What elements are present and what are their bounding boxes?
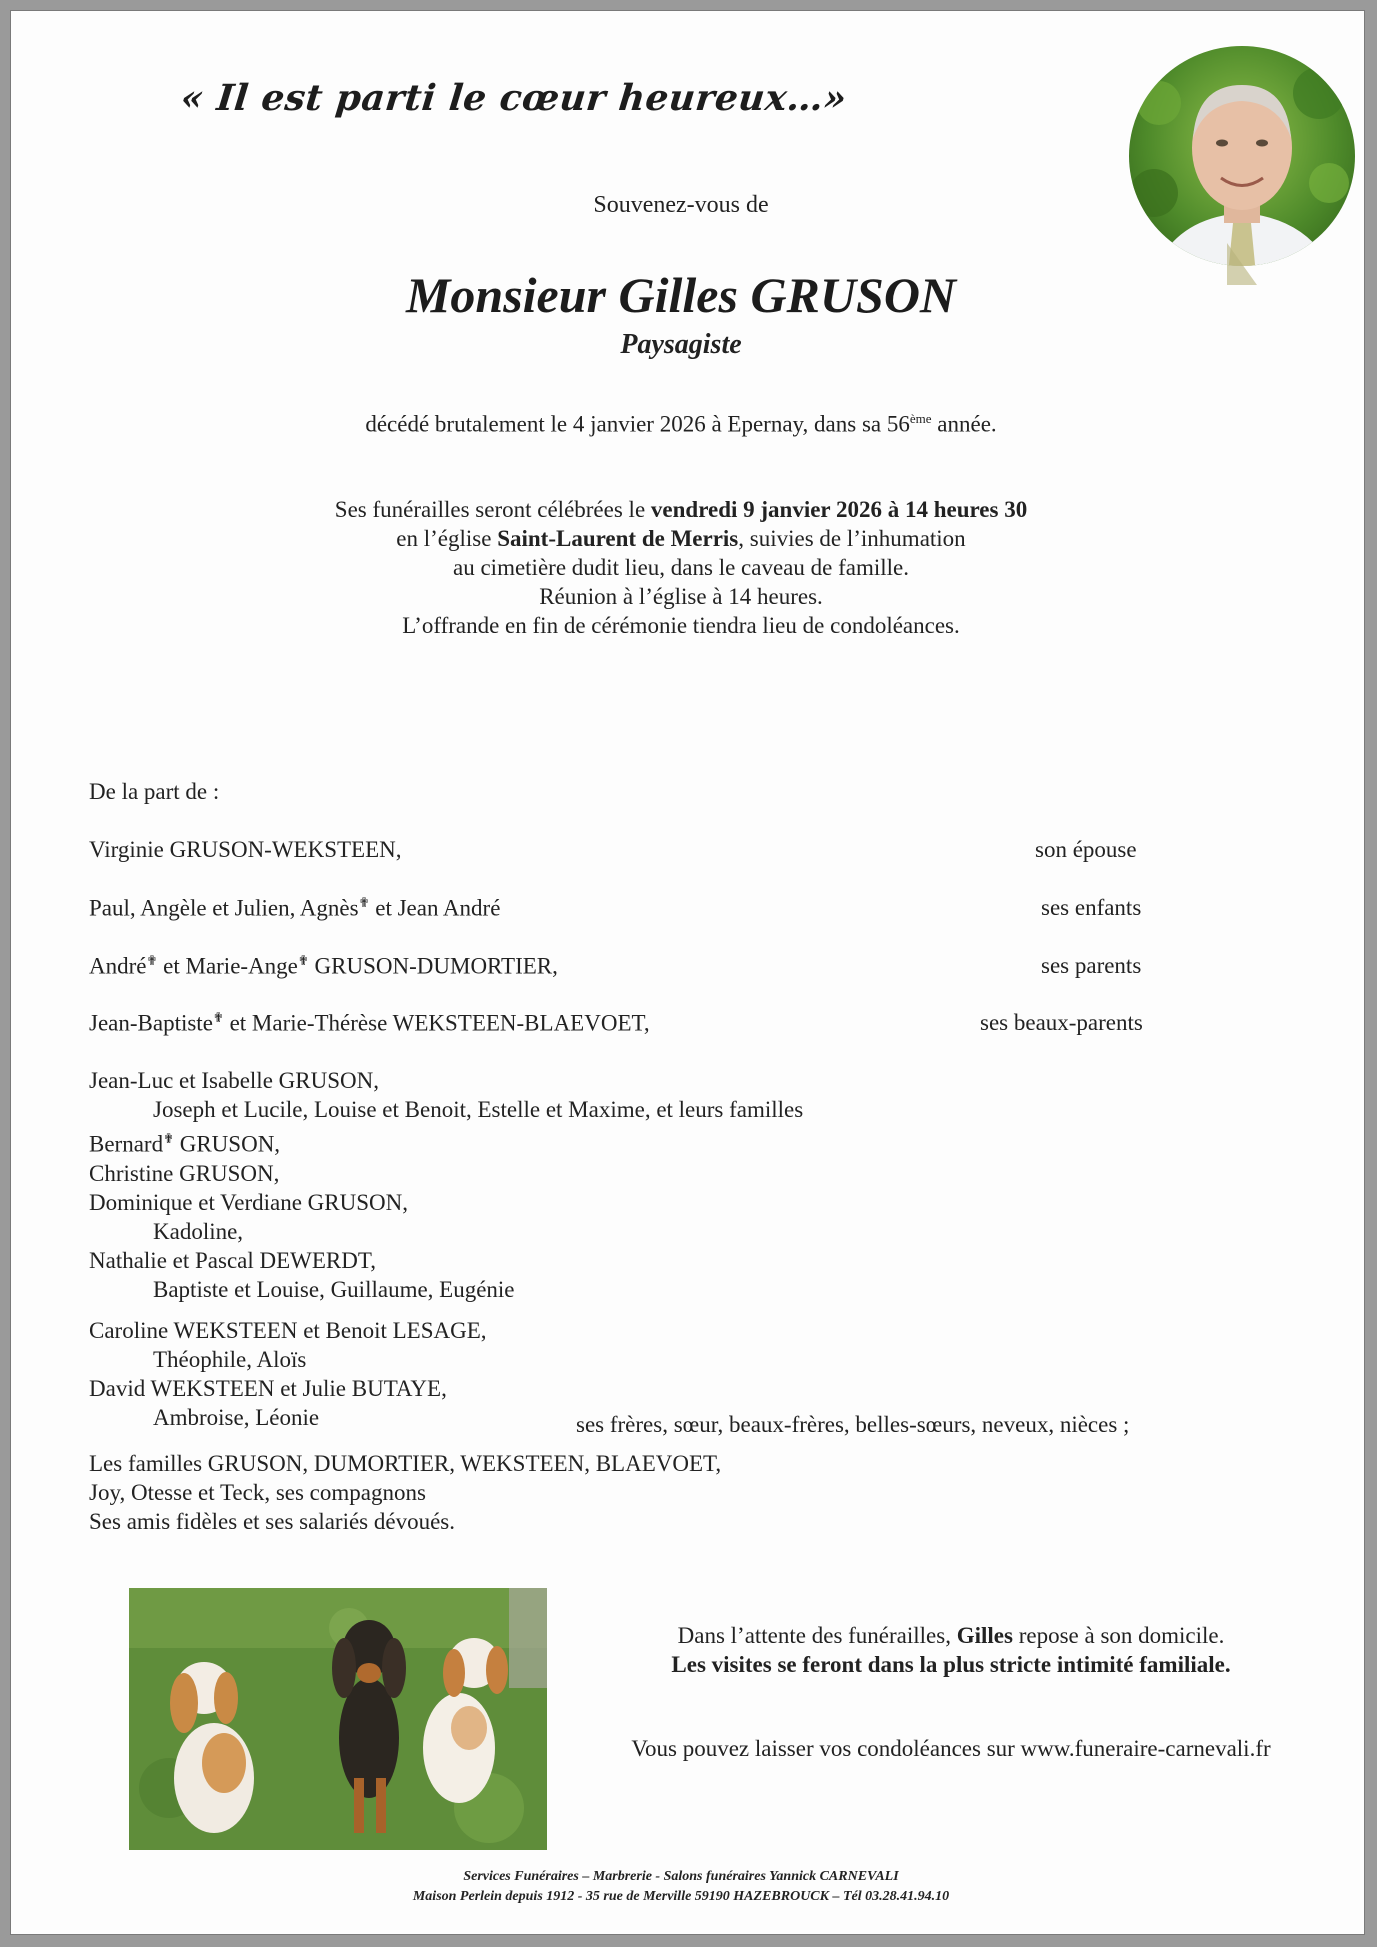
- funeral-line-1: Ses funérailles seront célébrées le vendredi 9 janvier 2026 à 14 heures 30: [334, 497, 1028, 522]
- profession: Paysagiste: [620, 329, 742, 360]
- funeral-line-3: au cimetière dudit lieu, dans le caveau de famille.: [453, 555, 909, 580]
- opening-quote: « Il est parti le cœur heureux…»: [178, 77, 849, 119]
- cross-icon: ✟: [297, 953, 309, 968]
- death-text: décédé brutalement le 4 janvier 2026 à Epernay, dans sa 56: [365, 411, 910, 437]
- funeral-line-4: Réunion à l’église à 14 heures.: [539, 584, 823, 609]
- cross-icon: ✟: [358, 895, 370, 910]
- sibling-children-line: Kadoline,: [153, 1218, 244, 1244]
- obituary-sheet: [10, 10, 1365, 1935]
- sibling-children-line: Baptiste et Louise, Guillaume, Eugénie: [153, 1276, 515, 1302]
- cross-icon: ✟: [212, 1010, 224, 1025]
- footer-line-1: Services Funéraires – Marbrerie - Salons funéraires Yannick CARNEVALI: [463, 1869, 899, 1884]
- portrait-photo: [1129, 43, 1355, 285]
- death-notice: [11, 411, 1351, 438]
- funeral-line-2: en l’église Saint-Laurent de Merris, suivies de l’inhumation: [396, 526, 966, 551]
- death-text-end: année.: [931, 411, 997, 437]
- spouse-relation: son épouse: [1035, 837, 1137, 862]
- remember-heading: Souvenez-vous de: [593, 192, 769, 218]
- others-line: Joy, Otesse et Teck, ses compagnons: [89, 1479, 426, 1505]
- sibling-line: Caroline WEKSTEEN et Benoit LESAGE,: [89, 1317, 487, 1343]
- visit-line-2: Les visites se feront dans la plus stricte intimité familiale.: [671, 1652, 1231, 1677]
- spouse-name: Virginie GRUSON-WEKSTEEN,: [89, 837, 402, 862]
- parents-relation: ses parents: [1041, 953, 1142, 978]
- funeral-date: vendredi 9 janvier 2026 à 14 heures 30: [650, 497, 1028, 522]
- sibling-children-line: Théophile, Aloïs: [153, 1346, 307, 1372]
- deceased-name: Monsieur Gilles GRUSON: [405, 267, 957, 323]
- sibling-children-line: Joseph et Lucile, Louise et Benoit, Estelle et Maxime, et leurs familles: [153, 1097, 804, 1122]
- cross-icon: ✟: [163, 1131, 174, 1146]
- dogs-photo: [129, 1588, 547, 1850]
- church-name: Saint-Laurent de Merris: [497, 526, 739, 551]
- sibling-line: David WEKSTEEN et Julie BUTAYE,: [89, 1375, 447, 1401]
- sibling-line: Bernard✟ GRUSON,: [89, 1131, 281, 1157]
- visit-line-1: Dans l’attente des funérailles, Gilles repose à son domicile.: [677, 1623, 1225, 1648]
- sibling-line: Nathalie et Pascal DEWERDT,: [89, 1247, 376, 1273]
- funeral-details: [11, 495, 1351, 640]
- parents-names: André✟ et Marie-Ange✟ GRUSON-DUMORTIER,: [89, 953, 558, 979]
- condolences-link-text: Vous pouvez laisser vos condoléances sur www.funeraire-carnevali.fr: [631, 1736, 1271, 1761]
- inlaws-relation: ses beaux-parents: [980, 1010, 1143, 1035]
- children-relation: ses enfants: [1041, 895, 1142, 920]
- others-line: Les familles GRUSON, DUMORTIER, WEKSTEEN, BLAEVOET,: [89, 1450, 722, 1476]
- siblings-relation: ses frères, sœur, beaux-frères, belles-sœurs, neveux, nièces ;: [576, 1412, 1130, 1437]
- funeral-line-5: L’offrande en fin de cérémonie tiendra lieu de condoléances.: [402, 613, 960, 638]
- inlaws-names: Jean-Baptiste✟ et Marie-Thérèse WEKSTEEN-BLAEVOET,: [89, 1010, 650, 1036]
- cross-icon: ✟: [146, 953, 158, 968]
- death-ordinal: ème: [909, 411, 932, 426]
- children-names: Paul, Angèle et Julien, Agnès✟ et Jean André: [89, 895, 501, 921]
- others-line: Ses amis fidèles et ses salariés dévoués.: [89, 1508, 455, 1534]
- sibling-line: Jean-Luc et Isabelle GRUSON,: [89, 1068, 379, 1093]
- deceased-firstname: Gilles: [956, 1623, 1013, 1648]
- sibling-line: Christine GRUSON,: [89, 1160, 280, 1186]
- siblings-block: [89, 1066, 803, 1536]
- sibling-children-line: Ambroise, Léonie: [153, 1404, 320, 1430]
- sibling-line: Dominique et Verdiane GRUSON,: [89, 1189, 408, 1215]
- from-label: De la part de :: [89, 779, 220, 804]
- footer-line-2: Maison Perlein depuis 1912 - 35 rue de Merville 59190 HAZEBROUCK – Tél 03.28.41.94.10: [412, 1889, 950, 1904]
